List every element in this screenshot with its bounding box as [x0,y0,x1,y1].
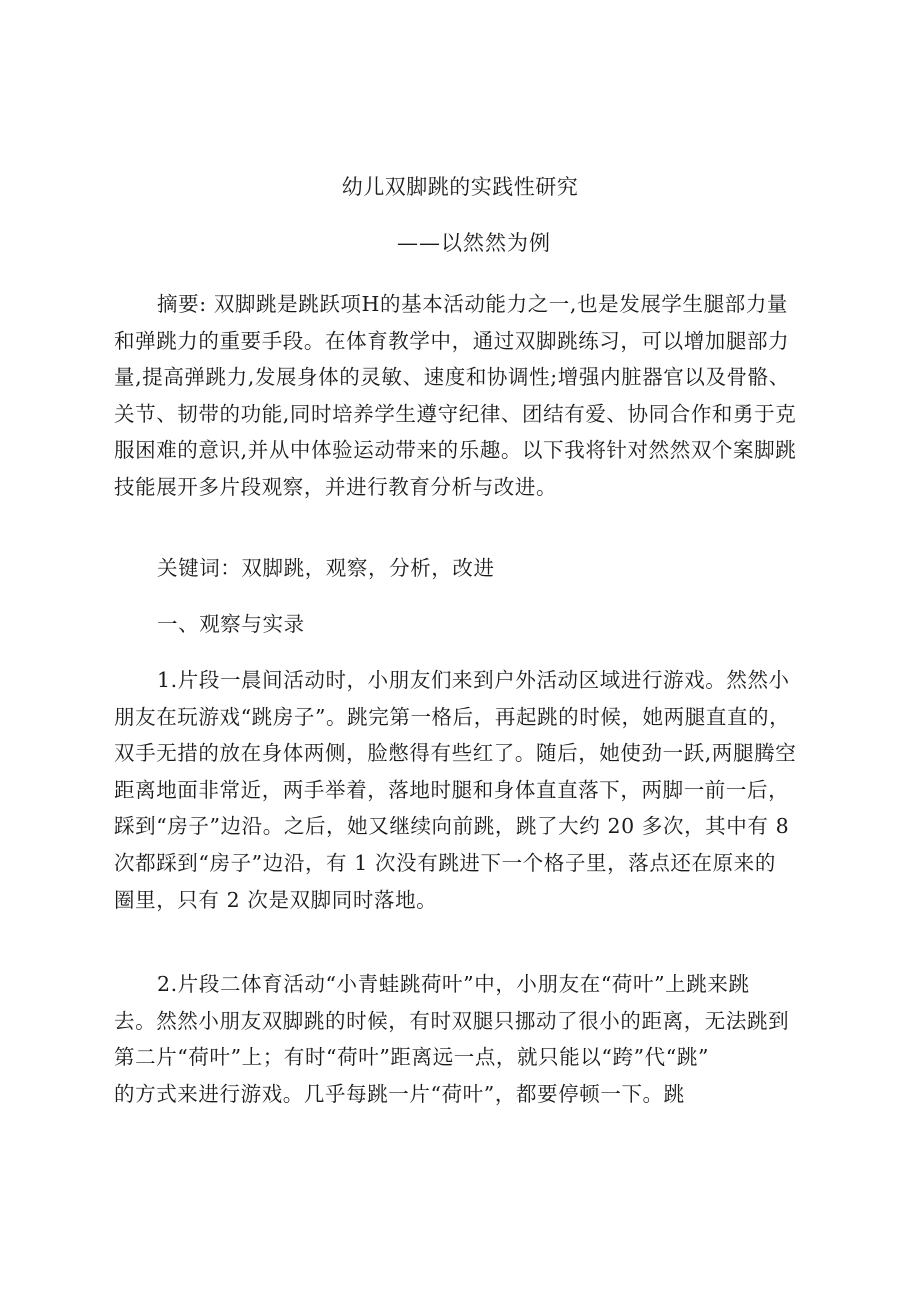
abstract-line: 服困难的意识,并从中体验运动带来的乐趣。以下我将针对然然双个案脚跳 [114,438,797,463]
paragraph-line: 距离地面非常近，两手举着，落地时腿和身体直直落下，两脚一前一后， [114,777,790,802]
abstract-line: 技能展开多片段观察，并进行教育分析与改进。 [114,474,558,499]
paragraph-line: 1.片段一晨间活动时，小朋友们来到户外活动区域进行游戏。然然小 [157,668,790,692]
abstract-line: 量,提高弹跳力,发展身体的灵敏、速度和协调性;增强内脏器官以及骨骼、 [114,365,790,390]
abstract-line: 摘要: 双脚跳是跳跃项H的基本活动能力之一,也是发展学生腿部力量 [157,292,789,316]
paragraph-2 [114,966,806,1112]
keywords-text: 关键词：双脚跳，观察，分析，改进 [157,556,495,580]
paragraph-line: 去。然然小朋友双脚跳的时候，有时双腿只挪动了很小的距离，无法跳到 [114,1008,790,1033]
abstract-paragraph [114,286,806,506]
paragraph-line: 朋友在玩游戏“跳房子”。跳完第一格后，再起跳的时候，她两腿直直的， [114,704,791,729]
paragraph-line: 的方式来进行游戏。几乎每跳一片“荷叶”，都要停顿一下。跳 [114,1081,685,1106]
paragraph-line: 双手无措的放在身体两侧，脸憋得有些红了。随后，她使劲一跃,两腿腾空 [114,741,797,766]
paragraph-line: 2.片段二体育活动“小青蛙跳荷叶”中，小朋友在“荷叶”上跳来跳 [157,972,750,996]
section-heading [114,606,806,643]
abstract-line: 关节、韧带的功能,同时培养学生遵守纪律、团结有爱、协同合作和勇于克 [114,401,797,426]
paragraph-line: 次都踩到“房子”边沿，有 1 次没有跳进下一个格子里，落点还在原来的 [114,850,776,875]
paragraph-line: 第二片“荷叶”上；有时“荷叶”距离远一点，就只能以“跨”代“跳” [114,1045,710,1070]
paragraph-line: 圈里，只有 2 次是双脚同时落地。 [114,887,438,912]
paragraph-line: 踩到“房子”边沿。之后，她又继续向前跳，跳了大约 20 多次，其中有 8 [114,814,790,839]
abstract-line: 和弹跳力的重要手段。在体育教学中，通过双脚跳练习，可以增加腿部力 [114,328,790,353]
document-subtitle: ——以然然为例 [397,231,551,255]
paragraph-1 [114,662,806,918]
document-title: 幼儿双脚跳的实践性研究 [341,175,579,199]
keywords-line [114,550,806,587]
section-heading-text: 一、观察与实录 [157,612,305,636]
